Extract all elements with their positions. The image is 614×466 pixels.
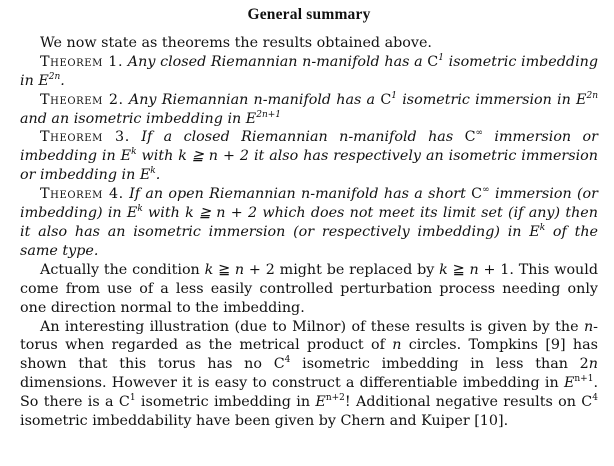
text-run: E — [576, 91, 587, 108]
text-run: Any Riemannian n-manifold has a — [123, 91, 381, 108]
text-run: . — [60, 72, 65, 89]
text-run: isometric imbedding in — [20, 53, 598, 89]
superscript: 1 — [391, 90, 397, 101]
text-run: ! Additional negative results on — [344, 394, 582, 411]
superscript: ∞ — [475, 128, 484, 139]
text-run: E — [245, 110, 257, 127]
text-run: with k ≧ n + 2 it also has respectively an isometric immersion or imbedding in — [20, 148, 598, 184]
text-run: E — [315, 394, 326, 411]
illustration-paragraph — [20, 318, 598, 431]
text-run: n — [234, 261, 245, 278]
text-run: + 2 might be replaced by — [244, 261, 440, 278]
text-run: C — [273, 356, 285, 373]
text-run: of the same type. — [20, 223, 599, 259]
superscript: k — [131, 147, 137, 158]
text-run: If an open Riemannian n-manifold has a short — [123, 186, 472, 203]
text-run: E — [529, 223, 540, 240]
condition-paragraph — [20, 261, 598, 318]
superscript: 1 — [129, 393, 136, 404]
text-run: n — [392, 337, 402, 354]
text-run: E — [139, 167, 151, 184]
text-run: E — [126, 205, 138, 222]
superscript: k — [539, 222, 546, 233]
superscript: k — [137, 204, 143, 215]
text-run: isometric imbedding in less than 2 — [290, 356, 589, 373]
text-run: dimensions. However it is easy to construct a differentiable imbedding in — [20, 375, 564, 392]
theorem-4 — [20, 185, 598, 261]
text-run: ≧ — [447, 261, 470, 278]
text-run: E — [563, 375, 575, 392]
text-run: with k ≧ n + 2 which does not meet its limit set (if any) then it also has an isometric immersion (or respectively imbedding) in — [20, 205, 598, 240]
text-run: isometric immersion in — [397, 91, 577, 108]
intro-paragraph: We now state as theorems the results obtained above. — [40, 34, 432, 51]
text-run: k — [204, 261, 214, 278]
text-run: C — [464, 129, 476, 146]
theorem-2 — [20, 91, 598, 129]
text-run: + 1. This would come from use of a less easily controlled perturbation process needing only one direction normal to the imbedding. — [20, 261, 598, 316]
superscript: 4 — [592, 393, 598, 404]
text-run: C — [380, 91, 392, 108]
text-run: . — [155, 167, 161, 184]
text-run: n — [588, 356, 598, 373]
text-run: E — [38, 72, 49, 89]
text-run: Actually the condition — [40, 261, 205, 278]
text-run: Any closed Riemannian n-manifold has a — [123, 53, 428, 70]
text-run: C — [581, 394, 593, 411]
text-run: C — [471, 186, 483, 203]
section-heading: General summary — [247, 6, 371, 23]
text-run: and an isometric imbedding in — [20, 110, 246, 127]
text-run: n — [583, 318, 594, 335]
theorem-label: Theorem 4. — [40, 186, 124, 203]
text-run: n — [469, 261, 479, 278]
superscript: n+1 — [574, 374, 594, 385]
text-run: If a closed Riemannian n-manifold has — [129, 129, 465, 146]
theorem-label: Theorem 2. — [40, 91, 124, 108]
text-run: circles. Tompkins [9] has shown that this torus has no — [20, 337, 598, 373]
text-run: C — [427, 53, 439, 70]
text-run: ≧ — [213, 261, 235, 278]
theorem-3 — [20, 128, 598, 185]
superscript: n+2 — [325, 393, 345, 404]
text-run: immersion (or imbedding) in — [20, 186, 598, 222]
theorem-label: Theorem 3. — [40, 129, 130, 146]
superscript: 4 — [284, 355, 291, 366]
theorem-1 — [20, 53, 598, 91]
text-run: k — [439, 261, 448, 278]
text-run: -torus when regarded as the metrical product of — [20, 318, 598, 354]
text-run: An interesting illustration (due to Milnor) of these results is given by the — [40, 318, 584, 335]
text-run: immersion or imbedding in — [20, 129, 598, 165]
superscript: k — [150, 166, 156, 177]
text-run: E — [120, 148, 132, 165]
superscript: 2n — [48, 71, 61, 82]
superscript: 2n — [586, 90, 599, 101]
superscript: 2n+1 — [256, 109, 282, 120]
superscript: ∞ — [482, 185, 490, 196]
superscript: 1 — [438, 52, 444, 63]
text-run: isometric imbedding in — [135, 394, 316, 411]
text-run: isometric imbeddability have been given by Chern and Kuiper [10]. — [20, 413, 509, 430]
text-run: C — [118, 394, 130, 411]
text-run: . So there is a — [20, 375, 598, 411]
theorem-label: Theorem 1. — [40, 53, 124, 70]
